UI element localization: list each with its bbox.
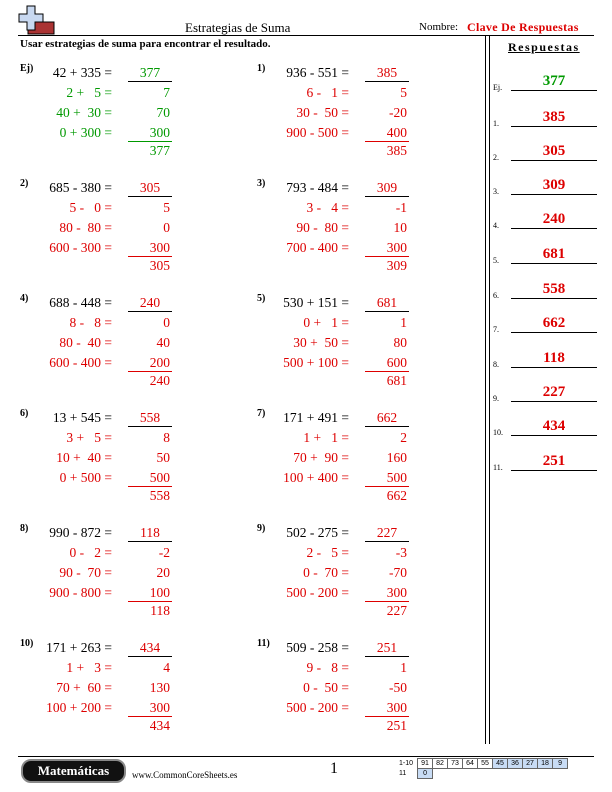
step-result: 400 (386, 125, 407, 140)
sum-line (128, 371, 172, 372)
problem (20, 638, 220, 748)
step-expression: 2 + 5 = (66, 85, 112, 100)
answer-label: 9. (493, 394, 499, 403)
answer-line (511, 332, 597, 333)
sum-line (128, 716, 172, 717)
problem-number: Ej) (20, 63, 34, 74)
step-total: 377 (149, 143, 170, 158)
problem (257, 408, 457, 518)
answer-value: 251 (542, 453, 566, 469)
step-expression: 3 + 5 = (66, 430, 112, 445)
step-total: 305 (149, 258, 170, 273)
answer-label: 8. (493, 360, 499, 369)
score-row-label: 1-10 (399, 760, 414, 767)
answer-line (511, 401, 597, 402)
answer-underline (128, 426, 172, 427)
step-result: 5 (400, 85, 407, 100)
step-result: 500 (149, 470, 170, 485)
answer-label: 7. (493, 325, 499, 334)
score-table (397, 758, 568, 779)
plus-sign-logo (18, 4, 58, 36)
step-result: 160 (386, 450, 407, 465)
problem-equation: 990 - 872 = (49, 525, 112, 540)
step-expression: 6 - 1 = (306, 85, 349, 100)
step-expression: 1 + 1 = (303, 430, 349, 445)
step-result: 10 (393, 220, 407, 235)
step-total: 118 (150, 603, 170, 618)
footer-divider (18, 756, 594, 757)
answer-row (493, 381, 597, 405)
answer-line (511, 367, 597, 368)
answer-underline (365, 426, 409, 427)
answer-value: 227 (542, 384, 566, 400)
step-expression: 90 - 80 = (296, 220, 349, 235)
subject-badge: Matemáticas (21, 759, 126, 783)
problem-number: 7) (257, 408, 266, 419)
answer-row (493, 278, 597, 302)
step-total: 558 (149, 488, 170, 503)
step-result: 5 (163, 200, 170, 215)
answer-row (493, 140, 597, 164)
answer-label: 6. (493, 291, 499, 300)
answer-value: 240 (542, 211, 566, 227)
problem (20, 63, 220, 173)
answer-underline (128, 656, 172, 657)
site-url[interactable]: www.CommonCoreSheets.es (132, 770, 238, 780)
step-result: 7 (163, 85, 170, 100)
problem-equation: 42 + 335 = (52, 65, 112, 80)
step-expression: 30 - 50 = (296, 105, 349, 120)
answer-underline (365, 541, 409, 542)
problem (257, 178, 457, 288)
step-result: -1 (395, 200, 407, 215)
answer-value: 305 (542, 143, 566, 159)
problem-equation: 793 - 484 = (286, 180, 349, 195)
sum-line (365, 256, 409, 257)
step-result: 2 (400, 430, 407, 445)
answer-label: 1. (493, 119, 499, 128)
sum-line (365, 601, 409, 602)
step-expression: 0 + 500 = (59, 470, 112, 485)
answer-value: 309 (542, 177, 566, 193)
step-result: 8 (163, 430, 170, 445)
answer-underline (128, 541, 172, 542)
step-expression: 8 - 8 = (69, 315, 112, 330)
problem-number: 4) (20, 293, 29, 304)
step-expression: 700 - 400 = (286, 240, 349, 255)
answer-underline (128, 81, 172, 82)
problem-equation: 509 - 258 = (286, 640, 349, 655)
answer-underline (365, 81, 409, 82)
score-cell: 82 (433, 759, 448, 769)
problem-number: 9) (257, 523, 266, 534)
step-expression: 70 + 60 = (56, 680, 112, 695)
answers-title: Respuestas (508, 40, 580, 54)
problem-answer: 434 (139, 640, 161, 655)
sum-line (365, 486, 409, 487)
step-expression: 30 + 50 = (293, 335, 349, 350)
step-expression: 500 - 200 = (286, 700, 349, 715)
sum-line (128, 256, 172, 257)
answer-value: 434 (542, 418, 566, 434)
step-expression: 1 + 3 = (66, 660, 112, 675)
score-cell: 91 (418, 759, 433, 769)
sum-line (128, 486, 172, 487)
step-total: 385 (386, 143, 407, 158)
step-expression: 3 - 4 = (306, 200, 349, 215)
problem-equation: 171 + 263 = (46, 640, 112, 655)
step-expression: 500 + 100 = (283, 355, 349, 370)
sum-line (128, 601, 172, 602)
problem-number: 11) (257, 638, 270, 649)
problem (20, 178, 220, 288)
problem-number: 10) (20, 638, 34, 649)
step-result: 40 (156, 335, 170, 350)
sum-line (365, 141, 409, 142)
score-cell: 55 (478, 759, 493, 769)
problem-answer: 251 (376, 640, 398, 655)
step-result: 0 (163, 315, 170, 330)
answer-line (511, 435, 597, 436)
step-result: 130 (149, 680, 170, 695)
score-row (397, 769, 568, 779)
step-expression: 0 - 70 = (303, 565, 349, 580)
answer-label: 10. (493, 428, 503, 437)
answer-value: 118 (543, 350, 565, 366)
problem-number: 1) (257, 63, 266, 74)
step-expression: 100 + 200 = (46, 700, 112, 715)
answer-label: 3. (493, 187, 499, 196)
problem-equation: 13 + 545 = (52, 410, 112, 425)
answer-row (493, 450, 597, 474)
step-expression: 0 + 300 = (59, 125, 112, 140)
answer-row (493, 415, 597, 439)
problem-answer: 385 (376, 65, 398, 80)
problem (257, 63, 457, 173)
score-cell: 27 (523, 759, 538, 769)
step-expression: 80 - 80 = (59, 220, 112, 235)
answer-value: 558 (542, 281, 566, 297)
answer-label: 11. (493, 463, 503, 472)
name-label: Nombre: (419, 21, 459, 33)
step-expression: 100 + 400 = (283, 470, 349, 485)
step-expression: 9 - 8 = (306, 660, 349, 675)
panel-divider-right (489, 35, 490, 744)
problem-number: 5) (257, 293, 266, 304)
step-total: 309 (386, 258, 407, 273)
answer-label: 5. (493, 256, 499, 265)
answer-underline (365, 311, 409, 312)
problem-equation: 530 + 151 = (283, 295, 349, 310)
problem (20, 408, 220, 518)
answer-row (493, 106, 597, 130)
answer-row (493, 70, 597, 94)
problem-equation: 502 - 275 = (286, 525, 349, 540)
answer-value: 662 (542, 315, 566, 331)
answer-label: Ej. (493, 83, 503, 92)
problem-answer: 118 (140, 525, 160, 540)
step-result: -20 (389, 105, 407, 120)
answer-label: 2. (493, 153, 499, 162)
answer-line (511, 228, 597, 229)
problem-answer: 240 (139, 295, 161, 310)
step-expression: 500 - 200 = (286, 585, 349, 600)
step-expression: 5 - 0 = (69, 200, 112, 215)
problem-equation: 688 - 448 = (49, 295, 112, 310)
problem-answer: 309 (376, 180, 398, 195)
problem (257, 638, 457, 748)
step-result: 0 (163, 220, 170, 235)
step-result: 300 (386, 240, 407, 255)
problem-equation: 685 - 380 = (49, 180, 112, 195)
answer-row (493, 312, 597, 336)
answer-row (493, 243, 597, 267)
problem-answer: 558 (139, 410, 161, 425)
problem-equation: 171 + 491 = (283, 410, 349, 425)
score-row-label: 11 (399, 770, 407, 777)
answer-value: 385 (542, 109, 566, 125)
step-result: 100 (149, 585, 170, 600)
problem-answer: 305 (139, 180, 161, 195)
problem (257, 523, 457, 633)
answer-underline (128, 311, 172, 312)
problem-equation: 936 - 551 = (286, 65, 349, 80)
step-result: 300 (386, 700, 407, 715)
step-result: 20 (156, 565, 170, 580)
problem-number: 2) (20, 178, 29, 189)
step-expression: 70 + 90 = (293, 450, 349, 465)
step-expression: 10 + 40 = (56, 450, 112, 465)
step-result: 70 (156, 105, 170, 120)
step-result: 1 (400, 315, 407, 330)
step-total: 251 (386, 718, 407, 733)
step-result: -70 (389, 565, 407, 580)
step-result: -50 (389, 680, 407, 695)
answer-line (511, 263, 597, 264)
step-result: -3 (395, 545, 407, 560)
step-total: 240 (149, 373, 170, 388)
step-expression: 0 + 1 = (303, 315, 349, 330)
answer-value: 377 (542, 73, 566, 89)
page-number: 1 (330, 760, 338, 777)
score-row (397, 759, 568, 769)
problem (20, 293, 220, 403)
answer-row (493, 174, 597, 198)
problem (20, 523, 220, 633)
instructions: Usar estrategias de suma para encontrar el resultado. (20, 38, 271, 50)
step-expression: 80 - 40 = (59, 335, 112, 350)
sum-line (365, 371, 409, 372)
score-cell: 0 (418, 769, 433, 779)
step-result: 1 (400, 660, 407, 675)
problem-answer: 227 (376, 525, 398, 540)
problem-number: 6) (20, 408, 29, 419)
answer-underline (365, 196, 409, 197)
step-result: 300 (149, 700, 170, 715)
page-title: Estrategias de Suma (185, 20, 291, 35)
sum-line (128, 141, 172, 142)
step-result: 200 (149, 355, 170, 370)
step-result: 300 (149, 125, 170, 140)
answer-row (493, 208, 597, 232)
header-divider (18, 35, 594, 36)
answer-row (493, 347, 597, 371)
score-cell: 36 (508, 759, 523, 769)
step-expression: 0 - 50 = (303, 680, 349, 695)
score-cell: 73 (448, 759, 463, 769)
answer-underline (365, 656, 409, 657)
score-cell: 45 (493, 759, 508, 769)
answer-line (511, 160, 597, 161)
score-cell: 9 (553, 759, 568, 769)
step-expression: 900 - 800 = (49, 585, 112, 600)
step-total: 662 (386, 488, 407, 503)
step-result: 50 (156, 450, 170, 465)
step-result: 300 (149, 240, 170, 255)
problem-answer: 662 (376, 410, 398, 425)
answer-line (511, 298, 597, 299)
answer-line (511, 90, 597, 91)
answer-line (511, 470, 597, 471)
step-total: 681 (386, 373, 407, 388)
step-result: 4 (163, 660, 170, 675)
step-expression: 600 - 400 = (49, 355, 112, 370)
step-result: 600 (386, 355, 407, 370)
step-expression: 900 - 500 = (286, 125, 349, 140)
score-cell: 64 (463, 759, 478, 769)
name-value: Clave De Respuestas (467, 20, 579, 34)
problem-number: 3) (257, 178, 266, 189)
answer-value: 681 (542, 246, 566, 262)
step-expression: 600 - 300 = (49, 240, 112, 255)
problem-answer: 377 (139, 65, 161, 80)
step-expression: 0 - 2 = (69, 545, 112, 560)
score-cell: 18 (538, 759, 553, 769)
step-expression: 2 - 5 = (306, 545, 349, 560)
answer-underline (128, 196, 172, 197)
step-result: -2 (158, 545, 170, 560)
step-expression: 90 - 70 = (59, 565, 112, 580)
answer-label: 4. (493, 221, 499, 230)
problem (257, 293, 457, 403)
sum-line (365, 716, 409, 717)
answer-line (511, 194, 597, 195)
problem-answer: 681 (376, 295, 398, 310)
step-total: 434 (149, 718, 170, 733)
step-result: 500 (386, 470, 407, 485)
step-total: 227 (386, 603, 407, 618)
answer-line (511, 126, 597, 127)
step-expression: 40 + 30 = (56, 105, 112, 120)
panel-divider-left (485, 35, 486, 744)
step-result: 80 (393, 335, 407, 350)
step-result: 300 (386, 585, 407, 600)
problem-number: 8) (20, 523, 29, 534)
